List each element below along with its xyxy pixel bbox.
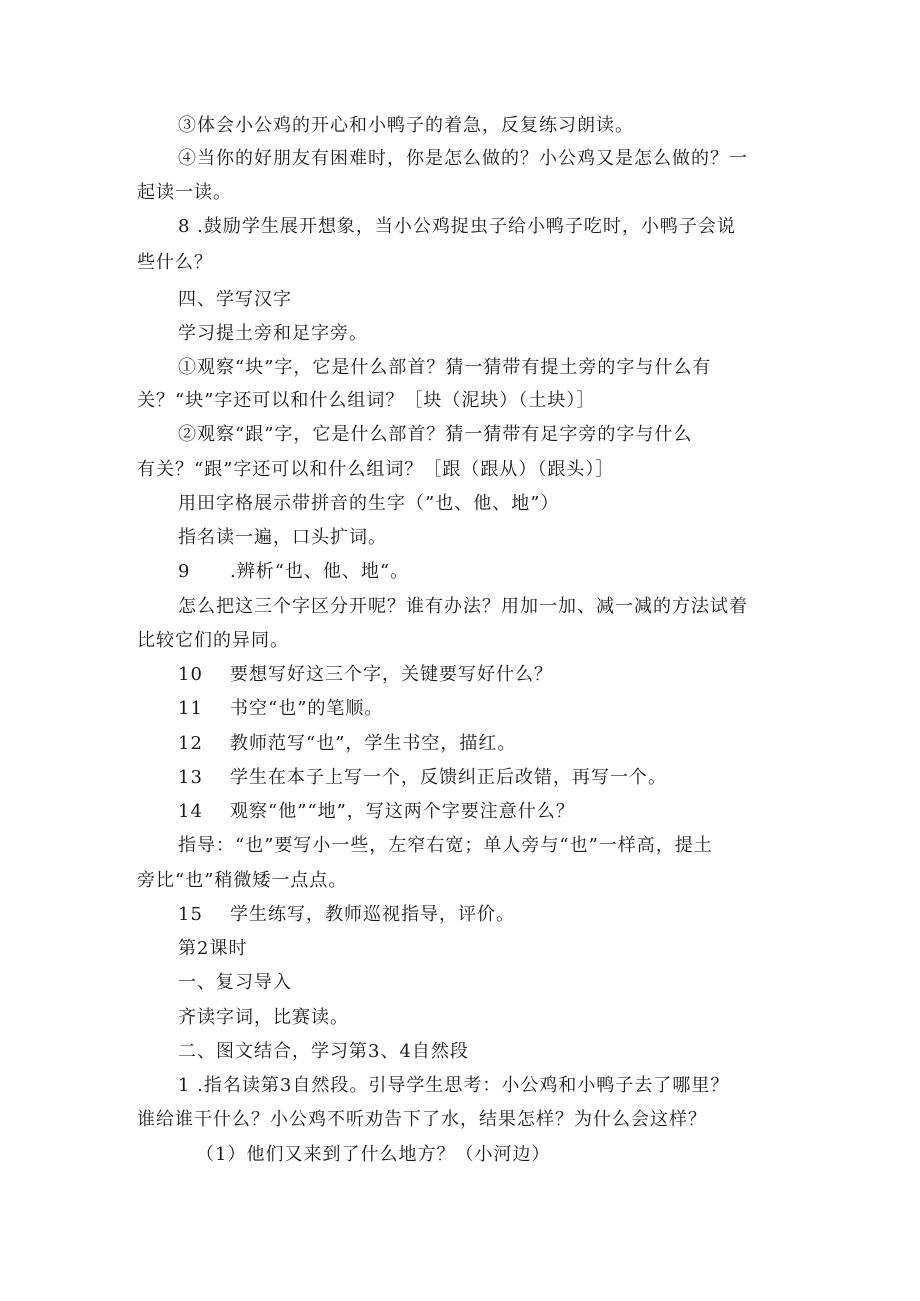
text-line: 比较它们的异同。 (137, 630, 289, 651)
item-number: 15 (178, 904, 203, 925)
item-text: 要想写好这三个字，关键要写好什么？ (230, 664, 553, 685)
section-heading: 四、学写汉字 (178, 289, 292, 310)
item-text: 观察“他”“地”，写这两个字要注意什么？ (230, 801, 575, 822)
text-line: 1 .指名读第3自然段。引导学生思考：小公鸡和小鸭子去了哪里？ (178, 1075, 730, 1096)
numbered-line (178, 697, 383, 721)
text-line: 怎么把这三个字区分开呢？谁有办法？用加一加、减一减的方法试着 (178, 596, 748, 617)
numbered-line (178, 766, 667, 790)
numbered-line (178, 663, 553, 687)
item-text: 学生在本子上写一个，反馈纠正后改错，再写一个。 (230, 767, 667, 788)
item-text: 书空“也”的笔顺。 (230, 698, 384, 719)
item-number: 10 (178, 664, 203, 685)
text-line: 8 .鼓励学生展开想象，当小公鸡捉虫子给小鸭子吃时，小鸭子会说 (178, 216, 736, 237)
item-number: 9 (178, 561, 191, 582)
section-heading: 二、图文结合，学习第3、4自然段 (178, 1041, 469, 1062)
text-line: ①观察“块”字，它是什么部首？猜一猜带有提土旁的字与什么有 (178, 357, 712, 378)
text-line: 用田字格展示带拼音的生字（”也、他、地”） (178, 493, 560, 514)
text-line: 起读一读。 (137, 182, 232, 203)
text-line: 指导：“也”要写小一些，左窄右宽；单人旁与“也”一样高，提土 (178, 835, 713, 856)
text-line: 学习提土旁和足字旁。 (178, 323, 368, 344)
text-line: 关？“块”字还可以和什么组词？［块（泥块）（土块）］ (137, 390, 596, 411)
numbered-line (178, 903, 515, 927)
text-line: 齐读字词，比赛读。 (178, 1007, 349, 1028)
text-line: 谁给谁干什么？小公鸡不听劝告下了水，结果怎样？为什么会这样？ (137, 1109, 707, 1130)
text-line: 些什么？ (137, 252, 213, 273)
text-line: 有关？“跟”字还可以和什么组词？［跟（跟从）（跟头）］ (137, 459, 615, 480)
item-number: 12 (178, 733, 203, 754)
item-text: 教师范写“也”，学生书空，描红。 (230, 733, 517, 754)
item-text: 学生练写，教师巡视指导，评价。 (230, 904, 515, 925)
text-line: ②观察“跟”字，它是什么部首？猜一猜带有足字旁的字与什么 (178, 424, 693, 445)
text-line: （1）他们又来到了什么地方？（小河边） (196, 1144, 551, 1165)
section-heading: 一、复习导入 (178, 972, 292, 993)
numbered-line (178, 560, 409, 584)
item-number: 11 (178, 698, 203, 719)
text-line: 指名读一遍，口头扩词。 (178, 527, 387, 548)
text-line: ④当你的好朋友有困难时，你是怎么做的？小公鸡又是怎么做的？一 (178, 148, 748, 169)
numbered-line (178, 732, 516, 756)
numbered-line (178, 800, 575, 824)
item-number: 14 (178, 801, 203, 822)
text-line: ③体会小公鸡的开心和小鸭子的着急，反复练习朗读。 (178, 115, 634, 136)
text-line: 旁比“也”稍微矮一点点。 (137, 870, 348, 891)
item-text: .辨析“也、他、地“。 (230, 561, 410, 582)
lesson-heading: 第2课时 (178, 938, 248, 959)
item-number: 13 (178, 767, 203, 788)
